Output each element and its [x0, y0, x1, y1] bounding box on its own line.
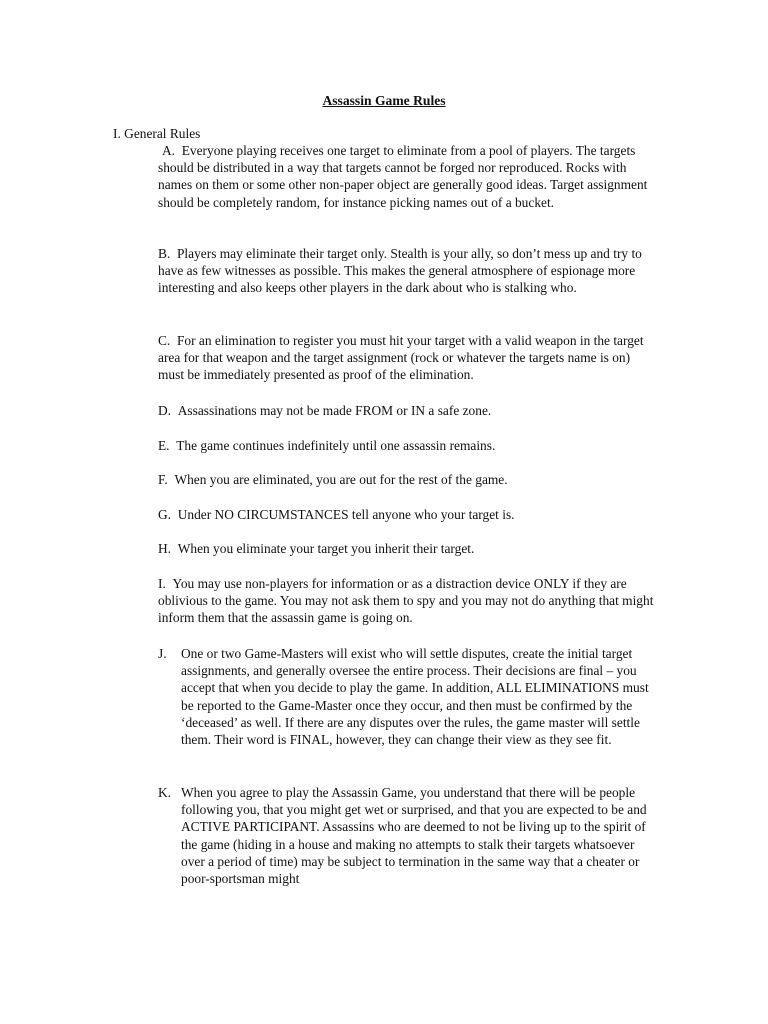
rule-k [158, 784, 658, 887]
rule-letter: I. [158, 576, 166, 591]
rule-g [158, 506, 658, 523]
rule-letter: H. [158, 541, 172, 556]
rule-i [158, 575, 658, 627]
document-title: Assassin Game Rules [322, 93, 446, 108]
rule-text: Under NO CIRCUMSTANCES tell anyone who your target is. [177, 507, 515, 522]
rule-text: Everyone playing receives one target to eliminate from a pool of players. The targets should be distributed in a way that targets cannot be forged nor reproduced. Rocks with names on them or some other non-paper object are generally good ideas. Target assignment should be completely random, for instance picking names out of a bucket. [158, 143, 648, 210]
rule-e [158, 437, 658, 454]
rule-letter: E. [158, 438, 170, 453]
rule-f [158, 471, 658, 488]
rule-letter: D. [158, 403, 172, 418]
rule-d [158, 402, 658, 419]
section-heading: I. General Rules [113, 126, 201, 141]
rule-h [158, 540, 658, 557]
rule-letter: B. [158, 246, 171, 261]
rule-a [158, 142, 658, 211]
rule-letter: C. [158, 333, 171, 348]
rule-text: When you agree to play the Assassin Game, you understand that there will be people following you, that you might get wet or surprised, and that you are expected to be and ACTIVE PARTICIPANT. Assassins who are deemed to not be living up to the spirit of the game (hiding in a house and making no attempts to stalk their targets whatsoever over a period of time) may be subject to termination in the same way that a cheater or poor-sportsman might [181, 785, 647, 887]
rule-text: You may use non-players for information or as a distraction device ONLY if they are oblivious to the game. You may not ask them to spy and you may not do anything that might inform them that the assassin game is going on. [158, 576, 654, 626]
rule-text: For an elimination to register you must hit your target with a valid weapon in the target area for that weapon and the target assignment (rock or whatever the targets name is on) must be immediately presented as proof of the elimination. [158, 333, 644, 383]
rule-text: Players may eliminate their target only. Stealth is your ally, so don’t mess up and try to have as few witnesses as possible. This makes the general atmosphere of espionage more interesting and also keeps other players in the dark about who is stalking who. [158, 246, 642, 296]
rule-c [158, 332, 658, 384]
rule-letter: J. [158, 646, 167, 661]
rule-letter: G. [158, 507, 172, 522]
rule-text: When you are eliminated, you are out for the rest of the game. [174, 472, 508, 487]
rule-text: Assassinations may not be made FROM or IN a safe zone. [177, 403, 492, 418]
rule-j [158, 645, 658, 748]
rule-text: One or two Game-Masters will exist who will settle disputes, create the initial target assignments, and generally oversee the entire process. Their decisions are final – you accept that when you decide to play the game. In addition, ALL ELIMINATIONS must be reported to the Game-Master once they occur, and then must be confirmed by the ‘deceased’ as well. If there are any disputes over the rules, the game master will settle them. Their word is FINAL, however, they can change their view as they see fit. [181, 646, 649, 748]
rule-b [158, 245, 658, 297]
rule-text: When you eliminate your target you inherit their target. [177, 541, 475, 556]
rule-text: The game continues indefinitely until one assassin remains. [176, 438, 496, 453]
rule-letter: F. [158, 472, 168, 487]
rule-letter: A. [162, 143, 176, 158]
rule-letter: K. [158, 785, 172, 800]
